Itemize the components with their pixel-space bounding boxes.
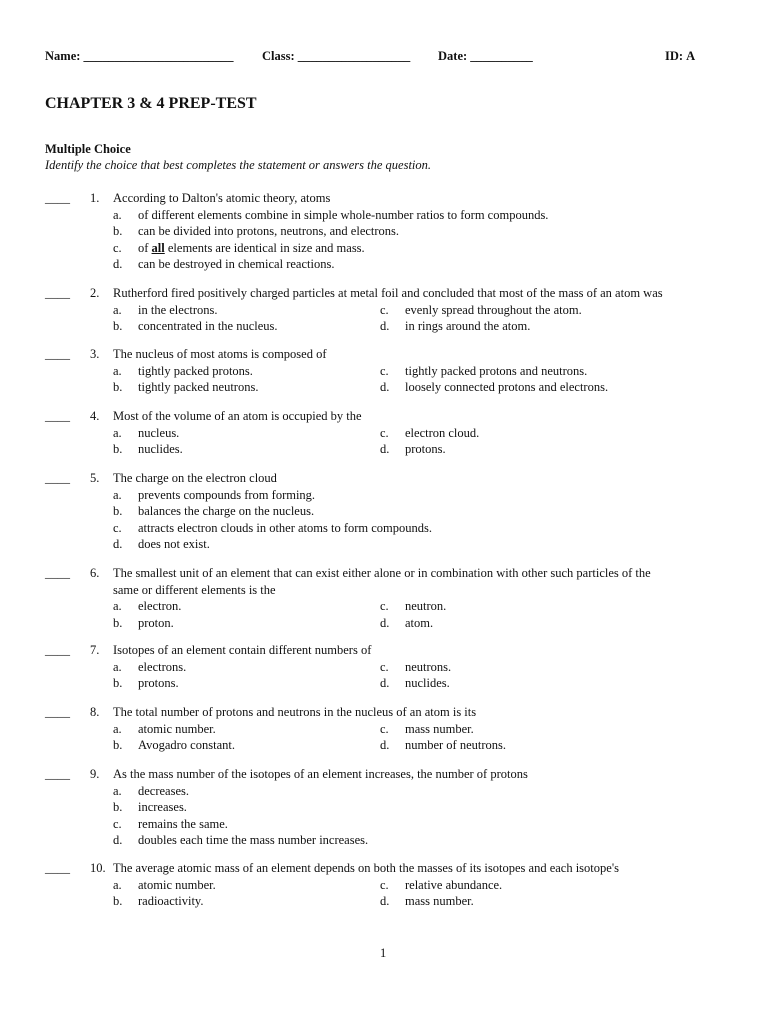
page-number: 1: [380, 946, 387, 960]
choice-text[interactable]: in rings around the atom.: [405, 319, 531, 334]
choice-letter[interactable]: d.: [380, 894, 390, 909]
choice-letter[interactable]: c.: [380, 425, 389, 440]
choice-text[interactable]: of different elements combine in simple whole-number ratios to form compounds.: [138, 207, 549, 222]
choice-letter[interactable]: a.: [113, 207, 122, 222]
answer-blank[interactable]: ____: [45, 347, 70, 361]
date-blank: __________: [470, 49, 533, 63]
choice-text[interactable]: mass number.: [405, 894, 474, 909]
choice-text[interactable]: atomic number.: [138, 721, 216, 736]
choice-text[interactable]: nucleus.: [138, 425, 180, 440]
id-label: ID: A: [665, 49, 696, 63]
choice-text[interactable]: neutrons.: [405, 659, 452, 674]
choice-text[interactable]: protons.: [405, 442, 446, 457]
question-number: 3.: [90, 347, 100, 361]
choice-letter[interactable]: a.: [113, 425, 122, 440]
class-field: [262, 50, 410, 63]
page-title: CHAPTER 3 & 4 PREP-TEST: [45, 95, 257, 112]
section-instructions: Identify the choice that best completes the statement or answers the question.: [45, 158, 432, 172]
choice-letter[interactable]: b.: [113, 894, 123, 909]
question-number: 2.: [90, 286, 100, 300]
choice-text[interactable]: decreases.: [138, 783, 190, 798]
choice-text[interactable]: concentrated in the nucleus.: [138, 319, 278, 334]
choice-text[interactable]: nuclides.: [405, 676, 450, 691]
answer-blank[interactable]: ____: [45, 471, 70, 485]
choice-text-pre: of: [138, 240, 152, 255]
choice-letter[interactable]: a.: [113, 721, 122, 736]
choice-text[interactable]: radioactivity.: [138, 894, 204, 909]
question-text: Rutherford fired positively charged particles at metal foil and concluded that most of the mass of an atom was: [113, 286, 663, 300]
choice-text[interactable]: electron cloud.: [405, 425, 480, 440]
choice-letter[interactable]: a.: [113, 302, 122, 317]
choice-letter[interactable]: d.: [380, 319, 390, 334]
question-text: Isotopes of an element contain different numbers of: [113, 643, 372, 657]
choice-text[interactable]: can be divided into protons, neutrons, and electrons.: [138, 224, 400, 239]
choice-text[interactable]: electron.: [138, 599, 182, 614]
choice-text[interactable]: in the electrons.: [138, 302, 218, 317]
class-label: Class:: [262, 49, 295, 63]
choice-text[interactable]: relative abundance.: [405, 877, 503, 892]
name-field: [45, 50, 234, 63]
date-label: Date:: [438, 49, 468, 63]
section-heading: Multiple Choice: [45, 142, 131, 156]
question-number: 1.: [90, 191, 100, 205]
question-number: 5.: [90, 471, 100, 485]
choice-text[interactable]: can be destroyed in chemical reactions.: [138, 257, 335, 272]
choice-text[interactable]: does not exist.: [138, 537, 210, 552]
choice-letter[interactable]: a.: [113, 877, 122, 892]
answer-blank[interactable]: ____: [45, 191, 70, 205]
answer-blank[interactable]: ____: [45, 767, 70, 781]
question-text: Most of the volume of an atom is occupied by the: [113, 409, 362, 423]
choice-letter[interactable]: b.: [113, 800, 123, 815]
choice-text[interactable]: mass number.: [405, 721, 474, 736]
choice-text[interactable]: balances the charge on the nucleus.: [138, 504, 315, 519]
question-text: The charge on the electron cloud: [113, 471, 277, 485]
choice-letter[interactable]: b.: [113, 319, 123, 334]
choice-text[interactable]: increases.: [138, 800, 187, 815]
choice-text[interactable]: number of neutrons.: [405, 738, 507, 753]
question-number: 8.: [90, 705, 100, 719]
question-number: 4.: [90, 409, 100, 423]
choice-letter[interactable]: b.: [113, 738, 123, 753]
choice-text[interactable]: [138, 242, 365, 255]
choice-text[interactable]: remains the same.: [138, 816, 228, 831]
choice-letter[interactable]: b.: [113, 676, 123, 691]
choice-letter[interactable]: d.: [380, 442, 390, 457]
class-blank: __________________: [297, 49, 411, 63]
choice-letter[interactable]: d.: [113, 257, 123, 272]
choice-text[interactable]: electrons.: [138, 659, 187, 674]
answer-blank[interactable]: ____: [45, 861, 70, 875]
choice-letter[interactable]: b.: [113, 504, 123, 519]
choice-text[interactable]: nuclides.: [138, 442, 183, 457]
choice-letter[interactable]: a.: [113, 363, 122, 378]
choice-letter[interactable]: c.: [380, 659, 389, 674]
question-text: According to Dalton's atomic theory, atoms: [113, 191, 331, 205]
choice-letter[interactable]: c.: [113, 816, 122, 831]
question-text: The nucleus of most atoms is composed of: [113, 347, 327, 361]
question-number: 6.: [90, 566, 100, 580]
choice-letter[interactable]: d.: [380, 380, 390, 395]
answer-blank[interactable]: ____: [45, 409, 70, 423]
choice-letter[interactable]: c.: [380, 302, 389, 317]
choice-letter[interactable]: a.: [113, 487, 122, 502]
choice-text[interactable]: tightly packed protons.: [138, 363, 253, 378]
choice-letter[interactable]: d.: [113, 537, 123, 552]
answer-blank[interactable]: ____: [45, 705, 70, 719]
choice-letter[interactable]: d.: [113, 833, 123, 848]
choice-text[interactable]: atomic number.: [138, 877, 216, 892]
choice-letter[interactable]: d.: [380, 738, 390, 753]
choice-text[interactable]: prevents compounds from forming.: [138, 487, 316, 502]
choice-letter[interactable]: d.: [380, 615, 390, 630]
choice-letter[interactable]: b.: [113, 380, 123, 395]
choice-letter[interactable]: c.: [113, 520, 122, 535]
choice-text[interactable]: neutron.: [405, 599, 447, 614]
choice-text-post: elements are identical in size and mass.: [164, 240, 365, 255]
answer-blank[interactable]: ____: [45, 566, 70, 580]
choice-text[interactable]: Avogadro constant.: [138, 738, 235, 753]
name-blank: ________________________: [83, 49, 234, 63]
choice-text[interactable]: evenly spread throughout the atom.: [405, 302, 582, 317]
choice-letter[interactable]: c.: [380, 721, 389, 736]
question-number: 10.: [90, 861, 106, 875]
choice-text[interactable]: protons.: [138, 676, 179, 691]
choice-text[interactable]: loosely connected protons and electrons.: [405, 380, 609, 395]
choice-letter[interactable]: c.: [380, 363, 389, 378]
choice-text[interactable]: attracts electron clouds in other atoms to form compounds.: [138, 520, 433, 535]
choice-letter[interactable]: a.: [113, 783, 122, 798]
question-text: The smallest unit of an element that can exist either alone or in combination with other such particles of the: [113, 566, 651, 580]
choice-letter[interactable]: c.: [380, 599, 389, 614]
name-label: Name:: [45, 49, 81, 63]
choice-text[interactable]: tightly packed protons and neutrons.: [405, 363, 588, 378]
choice-letter[interactable]: d.: [380, 676, 390, 691]
choice-letter[interactable]: a.: [113, 599, 122, 614]
choice-text[interactable]: tightly packed neutrons.: [138, 380, 259, 395]
choice-letter[interactable]: a.: [113, 659, 122, 674]
choice-letter[interactable]: b.: [113, 442, 123, 457]
choice-letter[interactable]: c.: [380, 877, 389, 892]
answer-blank[interactable]: ____: [45, 286, 70, 300]
choice-text[interactable]: atom.: [405, 615, 434, 630]
answer-blank[interactable]: ____: [45, 643, 70, 657]
choice-letter[interactable]: c.: [113, 240, 122, 255]
choice-text-emphasis: all: [151, 240, 165, 255]
question-text: The average atomic mass of an element depends on both the masses of its isotopes and each isotope's: [113, 861, 619, 875]
date-field: [438, 50, 533, 63]
question-text: As the mass number of the isotopes of an element increases, the number of protons: [113, 767, 528, 781]
choice-text[interactable]: doubles each time the mass number increases.: [138, 833, 369, 848]
choice-text[interactable]: proton.: [138, 615, 174, 630]
choice-letter[interactable]: b.: [113, 615, 123, 630]
choice-letter[interactable]: b.: [113, 224, 123, 239]
question-number: 7.: [90, 643, 100, 657]
question-number: 9.: [90, 767, 100, 781]
question-text-continued: same or different elements is the: [113, 582, 276, 597]
question-text: The total number of protons and neutrons in the nucleus of an atom is its: [113, 705, 477, 719]
